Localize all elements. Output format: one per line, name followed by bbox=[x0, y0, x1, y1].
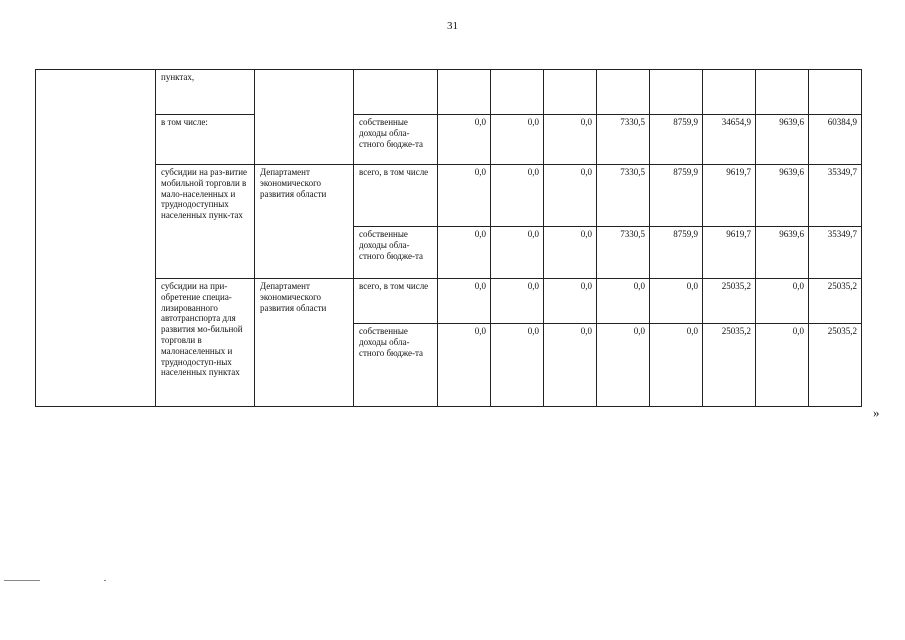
value-cell: 0,0 bbox=[597, 324, 650, 407]
value-cell: 0,0 bbox=[597, 279, 650, 324]
table-row bbox=[36, 70, 862, 115]
table-row bbox=[36, 115, 862, 165]
value-cell: 0,0 bbox=[438, 324, 491, 407]
value-cell: 25035,2 bbox=[703, 279, 756, 324]
value-cell: 9639,6 bbox=[756, 115, 809, 165]
measure-cell: в том числе: bbox=[156, 115, 255, 165]
value-cell: 8759,9 bbox=[650, 115, 703, 165]
value-cell: 0,0 bbox=[438, 227, 491, 279]
scan-artifact-line bbox=[4, 580, 40, 581]
value-cell: 9639,6 bbox=[756, 227, 809, 279]
value-cell: 7330,5 bbox=[597, 115, 650, 165]
value-cell: 0,0 bbox=[491, 115, 544, 165]
page-number: 31 bbox=[447, 20, 458, 32]
closing-quote-mark: » bbox=[873, 405, 880, 420]
source-cell: всего, в том числе bbox=[354, 165, 438, 227]
budget-table bbox=[35, 69, 862, 407]
source-cell: собственные доходы обла-стного бюдже-та bbox=[354, 115, 438, 165]
empty-left-cell bbox=[36, 70, 156, 407]
value-cell: 0,0 bbox=[491, 227, 544, 279]
value-cell: 0,0 bbox=[544, 279, 597, 324]
measure-cell: субсидии на при-обретение специа-лизированного автотранспорта для развития мо-бильной торговли в малонаселенных и труднодоступ-ных населенных пунктах bbox=[156, 279, 255, 407]
value-cell: 0,0 bbox=[438, 115, 491, 165]
value-cell: 0,0 bbox=[756, 279, 809, 324]
value-cell bbox=[756, 70, 809, 115]
executor-cell: Департамент экономического развития области bbox=[255, 279, 354, 407]
value-cell: 0,0 bbox=[544, 227, 597, 279]
executor-cell bbox=[255, 70, 354, 165]
value-cell: 25035,2 bbox=[703, 324, 756, 407]
value-cell: 0,0 bbox=[491, 324, 544, 407]
source-cell: всего, в том числе bbox=[354, 279, 438, 324]
value-cell: 7330,5 bbox=[597, 165, 650, 227]
value-cell: 0,0 bbox=[491, 165, 544, 227]
value-cell: 0,0 bbox=[438, 165, 491, 227]
value-cell bbox=[491, 70, 544, 115]
table-row bbox=[36, 165, 862, 227]
value-cell: 34654,9 bbox=[703, 115, 756, 165]
value-cell: 0,0 bbox=[650, 324, 703, 407]
value-cell: 9619,7 bbox=[703, 227, 756, 279]
value-cell: 9619,7 bbox=[703, 165, 756, 227]
value-cell bbox=[703, 70, 756, 115]
value-cell bbox=[438, 70, 491, 115]
value-cell: 0,0 bbox=[438, 279, 491, 324]
value-cell bbox=[597, 70, 650, 115]
source-cell: собственные доходы обла-стного бюдже-та bbox=[354, 227, 438, 279]
value-cell: 0,0 bbox=[756, 324, 809, 407]
value-cell: 0,0 bbox=[544, 115, 597, 165]
source-cell bbox=[354, 70, 438, 115]
measure-cell: пунктах, bbox=[156, 70, 255, 115]
value-cell: 8759,9 bbox=[650, 165, 703, 227]
value-cell: 7330,5 bbox=[597, 227, 650, 279]
executor-cell: Департамент экономического развития области bbox=[255, 165, 354, 279]
value-cell: 0,0 bbox=[491, 279, 544, 324]
value-cell: 9639,6 bbox=[756, 165, 809, 227]
value-cell: 8759,9 bbox=[650, 227, 703, 279]
measure-cell: субсидии на раз-витие мобильной торговли в мало-населенных и труднодоступных населенных пунк-тах bbox=[156, 165, 255, 279]
value-cell bbox=[809, 70, 862, 115]
value-cell: 60384,9 bbox=[809, 115, 862, 165]
value-cell: 35349,7 bbox=[809, 227, 862, 279]
value-cell: 0,0 bbox=[544, 165, 597, 227]
value-cell: 25035,2 bbox=[809, 324, 862, 407]
value-cell: 0,0 bbox=[650, 279, 703, 324]
source-cell: собственные доходы обла-стного бюдже-та bbox=[354, 324, 438, 407]
value-cell bbox=[544, 70, 597, 115]
value-cell: 0,0 bbox=[544, 324, 597, 407]
table-row bbox=[36, 279, 862, 324]
scan-artifact-dot bbox=[104, 580, 106, 581]
value-cell: 25035,2 bbox=[809, 279, 862, 324]
value-cell: 35349,7 bbox=[809, 165, 862, 227]
value-cell bbox=[650, 70, 703, 115]
